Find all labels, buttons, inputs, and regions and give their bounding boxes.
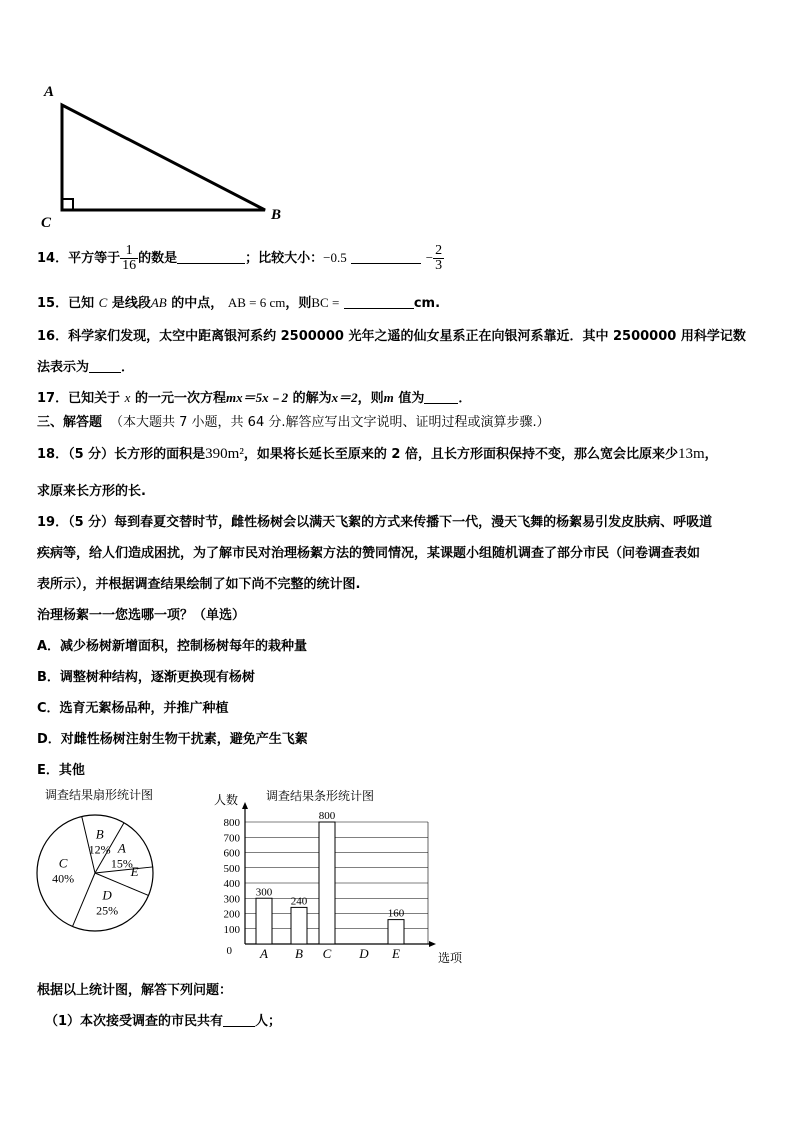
- option-d: D．对雌性杨树注射生物干扰素，避免产生飞絮: [37, 732, 308, 747]
- pie-label-a: A: [117, 840, 126, 856]
- bar-value-label-e: 160: [387, 907, 405, 920]
- q14-text-2: 的数是: [138, 251, 178, 266]
- x-tick-label-b: B: [295, 946, 303, 961]
- q15-segment-ab: AB: [150, 295, 167, 310]
- question-19-line-1: 19．（5 分）每到春夏交替时节，雌性杨树会以满天飞絮的方式来传播下一代，漫天飞舞的杨絮易引发皮肤病、呼吸道: [37, 515, 713, 530]
- q17-equation: mx＝5x﹣2: [225, 390, 289, 405]
- q18-area: 390m²: [205, 446, 244, 462]
- q14-frac2-numerator: 2: [435, 243, 443, 258]
- q17-text-2: 的一元一次方程: [134, 391, 226, 406]
- q14-text-1: 平方等于: [68, 251, 121, 266]
- question-15: [37, 292, 440, 311]
- vertex-c-label: C: [41, 215, 52, 231]
- pie-percent-c: 40%: [52, 871, 75, 886]
- q15-text-2: 是线段: [111, 296, 151, 311]
- right-triangle-figure: [35, 78, 295, 238]
- q14-frac2-denominator: 3: [435, 258, 443, 273]
- y-tick-label: 100: [223, 923, 240, 936]
- q16-answer-blank[interactable]: [89, 360, 121, 373]
- y-tick-label: 0: [226, 945, 232, 957]
- option-b: B．调整树种结构，逐渐更换现有杨树: [37, 670, 255, 685]
- question-16-line-2: [37, 356, 134, 375]
- q17-var-m: m: [383, 390, 394, 405]
- q14-answer-blank-1[interactable]: [177, 251, 245, 264]
- bar-e: [388, 920, 404, 944]
- sub-question-1: [45, 1010, 281, 1029]
- question-17: [37, 387, 471, 406]
- q14-answer-blank-2[interactable]: [351, 251, 421, 264]
- q17-var-x: x: [124, 390, 131, 405]
- question-14: [37, 244, 444, 273]
- q14-fraction-2: [433, 244, 444, 273]
- y-axis-arrow: [242, 802, 248, 809]
- question-16-line-1: 16．科学家们发现，太空中距离银河系约 2500000 光年之遥的仙女星系正在向银河系靠近．其中 2500000 用科学记数: [37, 329, 746, 344]
- q14-text-3: ；比较大小：: [245, 251, 324, 266]
- q17-text-1: 17．已知关于: [37, 391, 121, 406]
- q15-point-c: C: [98, 295, 108, 310]
- q18-decrease: 13m: [677, 446, 705, 462]
- q14-fraction-1: [120, 244, 138, 273]
- q15-number: 15．: [37, 296, 69, 311]
- x-tick-label-d: D: [359, 946, 369, 961]
- pie-label-d: D: [102, 887, 112, 903]
- pie-percent-b: 12%: [88, 842, 111, 857]
- q17-text-3: 的解为: [292, 391, 332, 406]
- vertex-b-label: B: [271, 207, 282, 223]
- sub1-text: （1）本次接受调查的市民共有: [45, 1014, 224, 1029]
- y-tick-label: 400: [223, 878, 240, 890]
- pie-percent-a: 15%: [110, 856, 133, 871]
- q17-period: ．: [458, 391, 472, 406]
- q18-text-1: 18．（5 分）长方形的面积是: [37, 447, 206, 462]
- bar-value-label-a: 300: [255, 886, 273, 899]
- sub1-answer-blank[interactable]: [223, 1014, 255, 1027]
- y-tick-label: 700: [223, 832, 240, 845]
- q17-text-4: ，则: [357, 391, 384, 406]
- q14-minus: −: [425, 250, 434, 265]
- bar-a: [256, 898, 272, 944]
- q18-text-2: ，如果将长延长至原来的 2 倍，且长方形面积保持不变，那么宽会比原来少: [243, 447, 678, 462]
- q14-value: −0.5: [323, 250, 347, 265]
- q15-text-3: 的中点，: [171, 296, 224, 311]
- question-19-line-3: 表所示），并根据调查结果绘制了如下尚不完整的统计图.: [37, 577, 361, 592]
- q18-text-3: ，: [704, 447, 718, 462]
- pie-slice-divider-c: [73, 873, 95, 926]
- y-axis-label: 人数: [214, 793, 239, 807]
- bar-chart: [200, 786, 480, 966]
- question-19-line-2: 疾病等，给人们造成困扰，为了解市民对治理杨絮方法的赞同情况，某课题小组随机调查了部分市民（问卷调查表如: [37, 546, 701, 561]
- sub1-text-2: 人；: [255, 1014, 282, 1029]
- q16-period: ．: [121, 360, 135, 375]
- q15-text-4: ，则: [285, 296, 312, 311]
- bar-b: [291, 907, 307, 944]
- y-tick-label: 800: [223, 817, 240, 829]
- bar-value-label-c: 800: [318, 810, 336, 822]
- bar-value-label-b: 240: [290, 895, 308, 908]
- q17-solution: x＝2: [331, 390, 358, 405]
- x-tick-label-a: A: [260, 946, 268, 961]
- pie-chart: [35, 810, 165, 940]
- triangle-shape: [62, 105, 265, 210]
- pie-label-e: E: [130, 863, 139, 879]
- x-tick-label-e: E: [392, 946, 400, 961]
- right-angle-mark: [62, 199, 73, 210]
- pie-percent-d: 25%: [96, 903, 119, 918]
- section-3-title: 三、解答题: [37, 415, 103, 430]
- section-3-heading: [37, 411, 550, 430]
- option-e: E．其他: [37, 763, 85, 778]
- pie-chart-title: 调查结果扇形统计图: [45, 788, 154, 802]
- q15-expression-2: BC =: [311, 295, 340, 310]
- option-a: A．减少杨树新增面积，控制杨树每年的栽种量: [37, 639, 308, 654]
- x-axis-label: 选项: [438, 951, 463, 965]
- y-tick-label: 200: [223, 908, 240, 921]
- x-tick-label-c: C: [322, 946, 332, 961]
- q14-frac1-denominator: 16: [122, 258, 137, 273]
- x-axis-arrow: [429, 941, 436, 947]
- vertex-a-label: A: [44, 84, 55, 100]
- q16-text: 法表示为: [37, 360, 90, 375]
- q14-number: 14．: [37, 251, 69, 266]
- followup-text: 根据以上统计图，解答下列问题：: [37, 983, 233, 998]
- option-c: C．选育无絮杨品种，并推广种植: [37, 701, 229, 716]
- pie-label-c: C: [58, 855, 68, 871]
- y-tick-label: 600: [223, 847, 240, 860]
- section-3-note: （本大题共 7 小题，共 64 分.解答应写出文字说明、证明过程或演算步骤.）: [110, 415, 550, 430]
- bar-chart-title: 调查结果条形统计图: [266, 789, 375, 803]
- survey-question: 治理杨絮一一您选哪一项？（单选）: [37, 608, 246, 623]
- question-18-line-2: 求原来长方形的长.: [37, 484, 146, 499]
- y-tick-label: 300: [223, 893, 240, 906]
- bar-c: [319, 822, 335, 944]
- q15-unit: cm.: [413, 296, 441, 311]
- q14-frac1-numerator: 1: [120, 244, 138, 259]
- q15-expression-1: AB = 6 cm: [227, 295, 286, 310]
- q15-text-1: 已知: [68, 296, 95, 311]
- q17-text-5: 值为: [398, 391, 425, 406]
- q17-answer-blank[interactable]: [424, 391, 458, 404]
- pie-label-b: B: [95, 826, 104, 842]
- question-18-line-1: [37, 443, 718, 463]
- q15-answer-blank[interactable]: [344, 296, 414, 309]
- y-tick-label: 500: [223, 862, 240, 875]
